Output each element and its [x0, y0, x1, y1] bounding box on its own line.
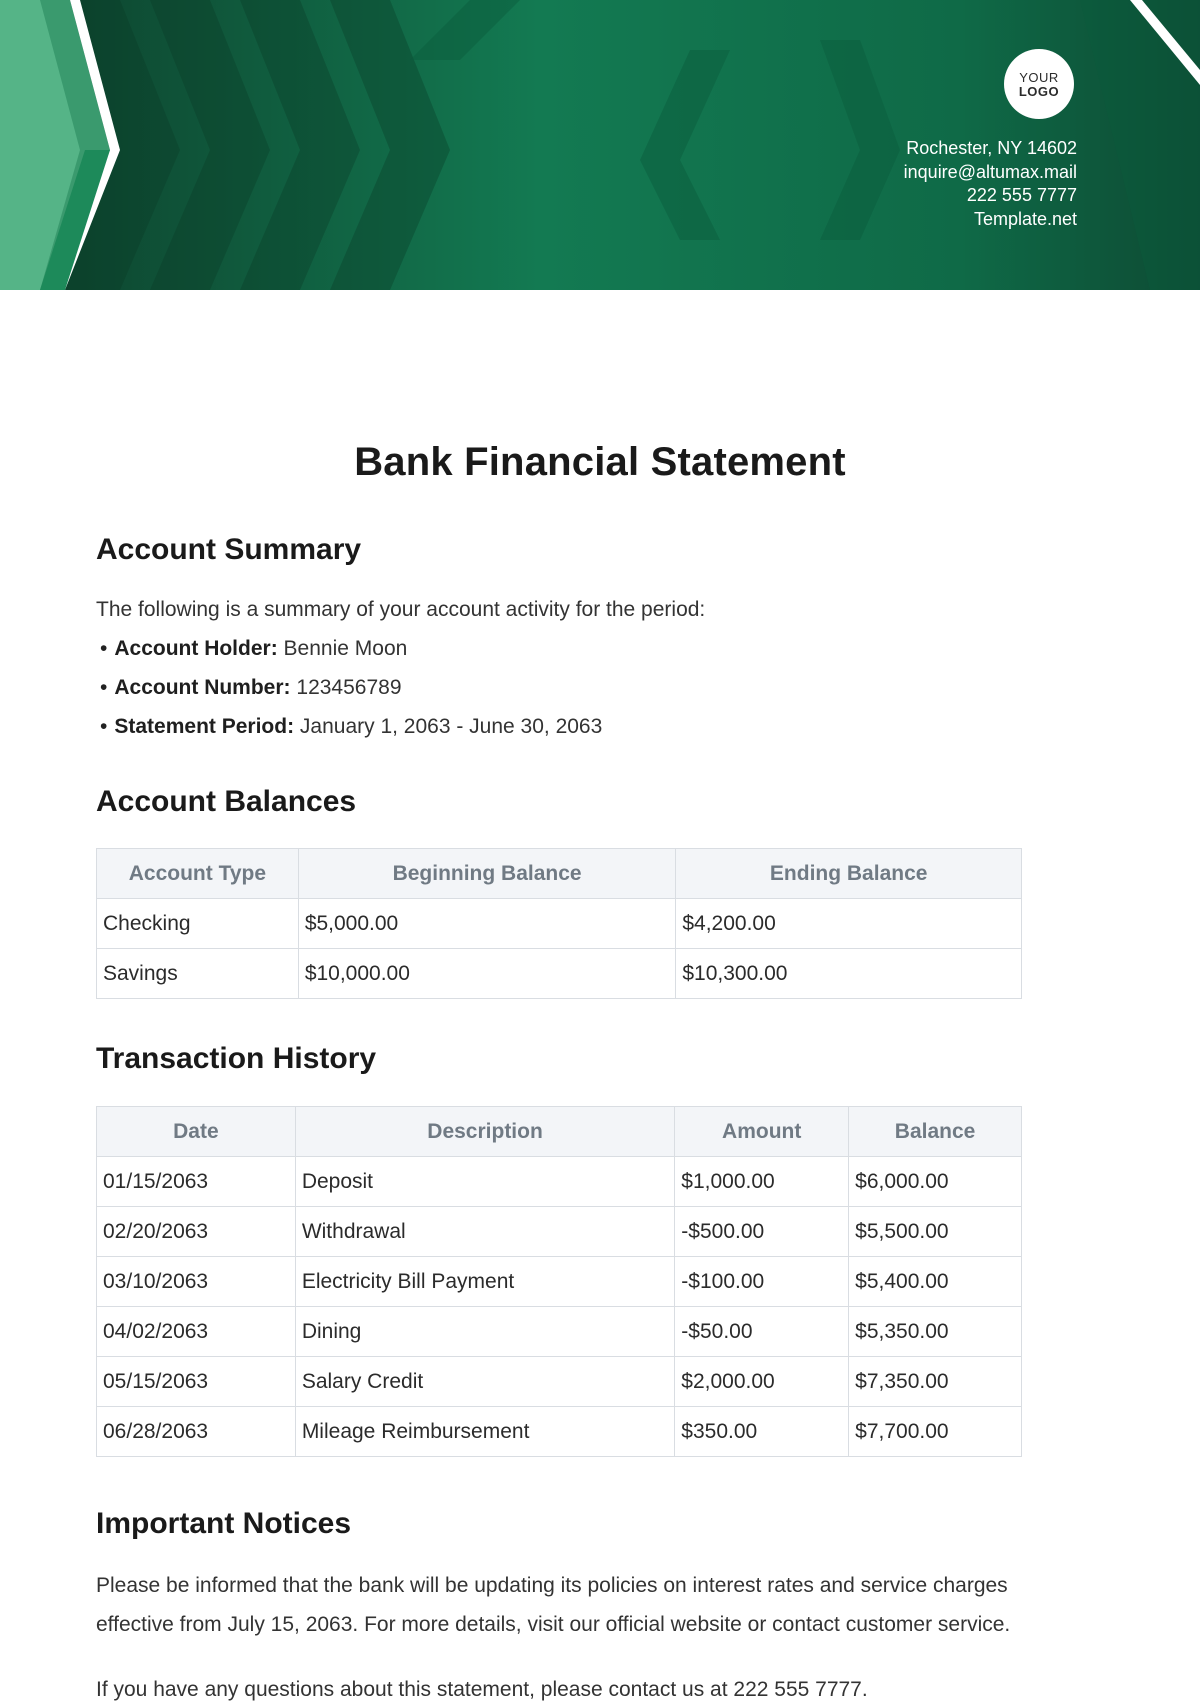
account-summary-list — [100, 629, 602, 746]
contact-address: Rochester, NY 14602 — [906, 138, 1077, 158]
column-header: Date — [97, 1107, 296, 1157]
table-header-row — [97, 849, 1022, 899]
table-cell: $350.00 — [675, 1407, 849, 1457]
table-row — [97, 1257, 1022, 1307]
important-notices-heading: Important Notices — [96, 1507, 352, 1540]
document-title: Bank Financial Statement — [354, 440, 846, 484]
logo-line-1: YOUR — [1019, 69, 1059, 85]
important-notices-contact: If you have any questions about this statement, please contact us at 222 555 7777. — [96, 1678, 868, 1701]
table-cell: $4,200.00 — [676, 899, 1022, 949]
header-banner — [0, 0, 1200, 290]
table-cell: Dining — [295, 1307, 674, 1357]
column-header: Account Type — [97, 849, 299, 899]
table-cell: 02/20/2063 — [97, 1207, 296, 1257]
table-cell: Checking — [97, 899, 299, 949]
table-cell: 05/15/2063 — [97, 1357, 296, 1407]
table-cell: Salary Credit — [295, 1357, 674, 1407]
table-cell: Mileage Reimbursement — [295, 1407, 674, 1457]
contact-info — [904, 137, 1077, 231]
table-cell: 03/10/2063 — [97, 1257, 296, 1307]
table-row — [97, 1157, 1022, 1207]
table-cell: -$50.00 — [675, 1307, 849, 1357]
item-label: Account Number: — [114, 676, 291, 699]
table-cell: $10,000.00 — [298, 949, 676, 999]
item-value: Bennie Moon — [283, 637, 408, 660]
column-header: Amount — [675, 1107, 849, 1157]
item-value: January 1, 2063 - June 30, 2063 — [299, 715, 603, 738]
contact-email: inquire@altumax.mail — [903, 161, 1077, 182]
table-row — [97, 1307, 1022, 1357]
list-item — [100, 668, 602, 707]
table-cell: $7,700.00 — [849, 1407, 1022, 1457]
contact-phone: 222 555 7777 — [966, 185, 1077, 205]
table-cell: $5,000.00 — [298, 899, 676, 949]
transaction-history-table — [96, 1106, 1022, 1457]
table-row — [97, 949, 1022, 999]
table-row — [97, 1207, 1022, 1257]
table-cell: $5,400.00 — [849, 1257, 1022, 1307]
table-row — [97, 1407, 1022, 1457]
table-row — [97, 899, 1022, 949]
table-cell: $1,000.00 — [675, 1157, 849, 1207]
table-cell: Withdrawal — [295, 1207, 674, 1257]
column-header: Balance — [849, 1107, 1022, 1157]
table-cell: 01/15/2063 — [97, 1157, 296, 1207]
table-cell: Savings — [97, 949, 299, 999]
table-cell: -$500.00 — [675, 1207, 849, 1257]
item-label: Account Holder: — [114, 637, 278, 660]
account-balances-heading: Account Balances — [96, 785, 357, 818]
table-cell: $2,000.00 — [675, 1357, 849, 1407]
account-balances-table — [96, 848, 1022, 999]
account-summary-heading: Account Summary — [96, 533, 362, 566]
column-header: Description — [295, 1107, 674, 1157]
column-header: Beginning Balance — [298, 849, 676, 899]
table-cell: -$100.00 — [675, 1257, 849, 1307]
table-header-row — [97, 1107, 1022, 1157]
company-logo — [1004, 49, 1074, 119]
table-cell: Deposit — [295, 1157, 674, 1207]
transaction-history-heading: Transaction History — [96, 1042, 377, 1075]
item-value: 123456789 — [296, 676, 402, 699]
list-item — [100, 707, 602, 746]
table-cell: $6,000.00 — [849, 1157, 1022, 1207]
list-item — [100, 629, 602, 668]
table-cell: 04/02/2063 — [97, 1307, 296, 1357]
item-label: Statement Period: — [114, 715, 295, 738]
contact-website: Template.net — [973, 208, 1077, 229]
important-notices-text: Please be informed that the bank will be updating its policies on interest rates and service charges effective from July 15, 2063. For more details, visit our official website or contact customer service. — [96, 1574, 1011, 1636]
table-cell: Electricity Bill Payment — [295, 1257, 674, 1307]
table-cell: $5,350.00 — [849, 1307, 1022, 1357]
account-summary-intro: The following is a summary of your account activity for the period: — [96, 598, 706, 621]
table-cell: $7,350.00 — [849, 1357, 1022, 1407]
column-header: Ending Balance — [676, 849, 1022, 899]
table-cell: 06/28/2063 — [97, 1407, 296, 1457]
table-cell: $5,500.00 — [849, 1207, 1022, 1257]
table-cell: $10,300.00 — [676, 949, 1022, 999]
table-row — [97, 1357, 1022, 1407]
logo-line-2: LOGO — [1018, 83, 1060, 99]
